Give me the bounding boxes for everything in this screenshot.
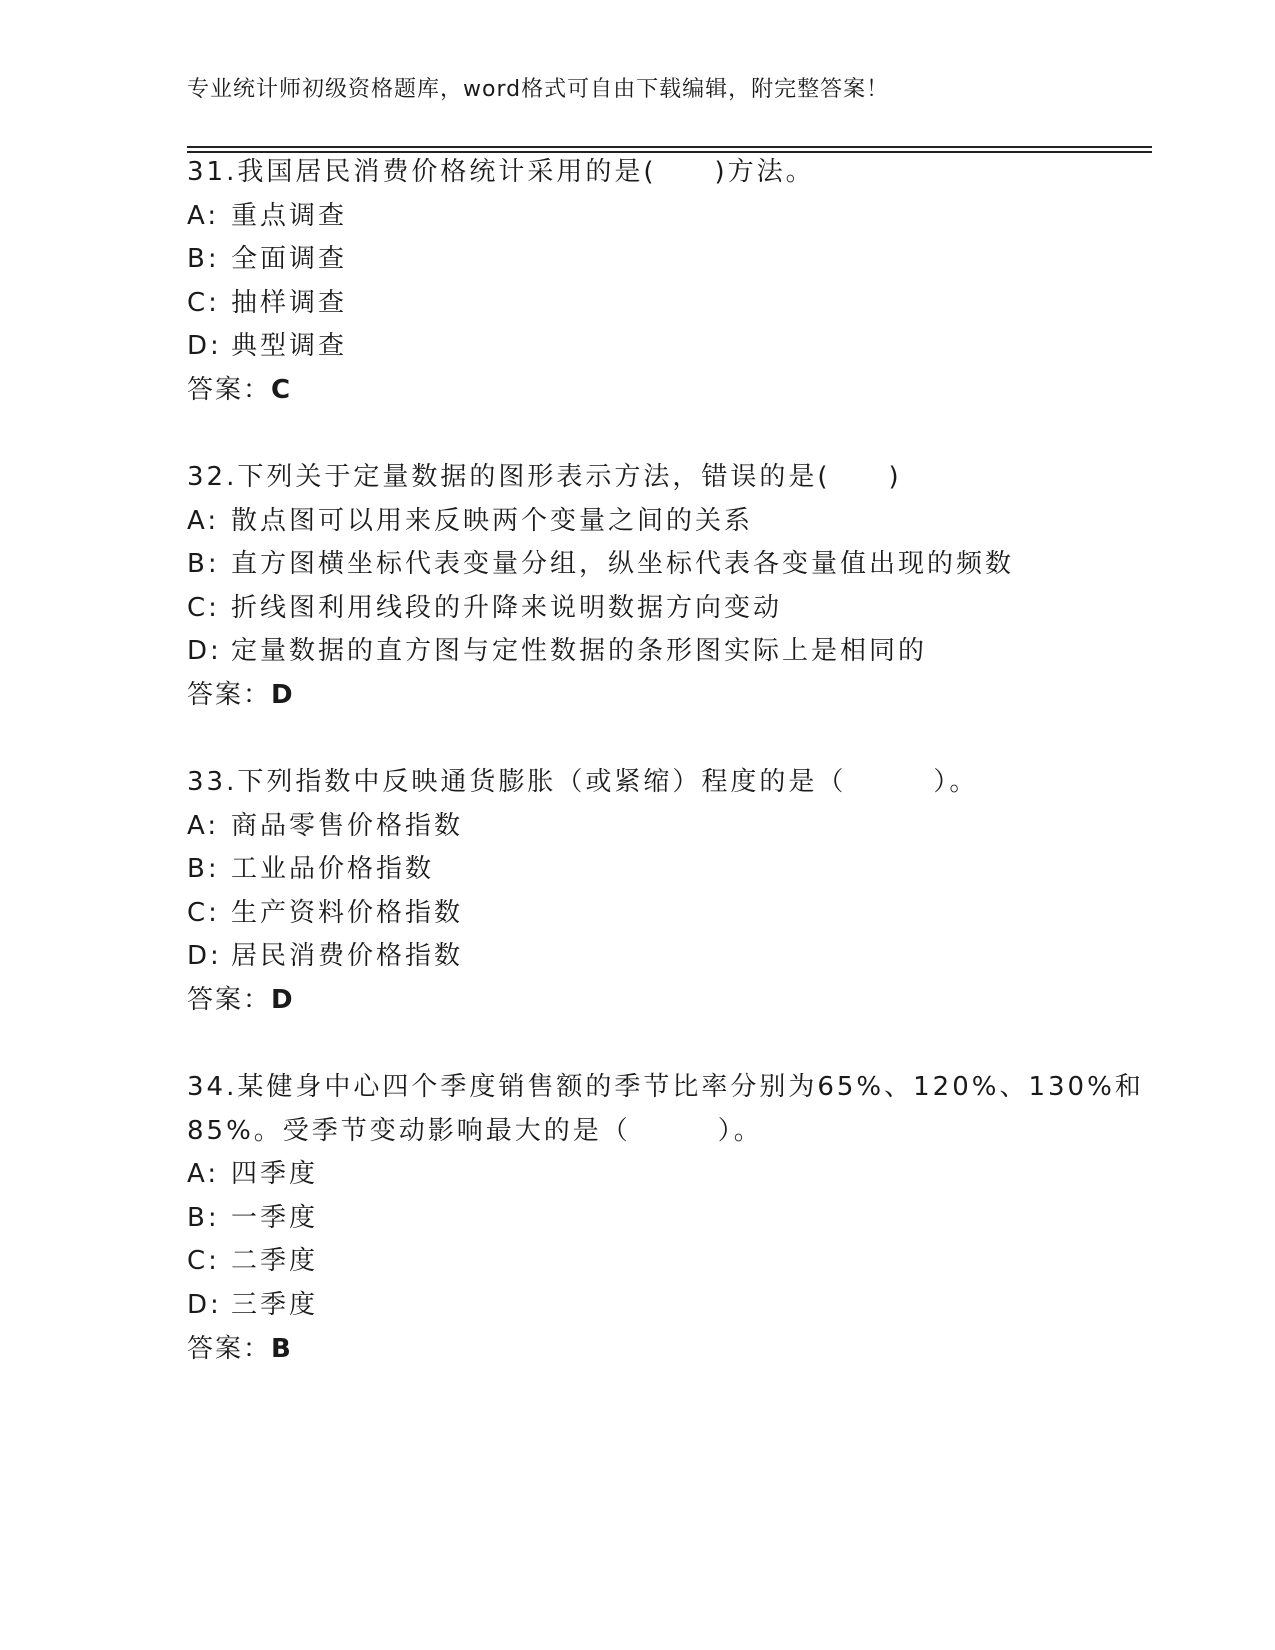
option-c bbox=[187, 897, 463, 929]
option-a bbox=[187, 200, 347, 232]
option-d bbox=[187, 1289, 318, 1321]
option-text: 工业品价格指数 bbox=[231, 854, 435, 884]
option-text: 商品零售价格指数 bbox=[231, 811, 464, 841]
option-letter: A: bbox=[187, 1159, 220, 1189]
answer-line bbox=[187, 374, 292, 406]
option-letter: B: bbox=[187, 244, 220, 274]
option-b bbox=[187, 853, 434, 885]
option-text: 折线图利用线段的升降来说明数据方向变动 bbox=[231, 593, 783, 623]
option-d bbox=[187, 635, 927, 667]
option-a bbox=[187, 1158, 318, 1190]
option-letter: B: bbox=[187, 1203, 220, 1233]
option-text: 居民消费价格指数 bbox=[231, 941, 464, 971]
question-text: 33.下列指数中反映通货膨胀（或紧缩）程度的是（ ）。 bbox=[187, 767, 979, 797]
answer-value: C bbox=[271, 375, 293, 405]
option-text: 直方图横坐标代表变量分组，纵坐标代表各变量值出现的频数 bbox=[231, 549, 1015, 579]
answer-label: 答案： bbox=[187, 1334, 272, 1364]
option-c bbox=[187, 1245, 318, 1277]
option-text: 三季度 bbox=[231, 1290, 319, 1320]
option-letter: D: bbox=[187, 1290, 222, 1320]
answer-label: 答案： bbox=[187, 680, 272, 710]
option-letter: C: bbox=[187, 898, 220, 928]
option-text: 散点图可以用来反映两个变量之间的关系 bbox=[231, 506, 754, 536]
option-letter: D: bbox=[187, 941, 222, 971]
answer-value: B bbox=[271, 1334, 293, 1364]
option-letter: C: bbox=[187, 288, 220, 318]
answer-label: 答案： bbox=[187, 985, 272, 1015]
option-letter: C: bbox=[187, 1246, 220, 1276]
answer-line bbox=[187, 984, 295, 1016]
answer-line bbox=[187, 679, 295, 711]
option-text: 四季度 bbox=[231, 1159, 319, 1189]
option-a bbox=[187, 810, 463, 842]
answer-value: D bbox=[271, 680, 295, 710]
option-letter: A: bbox=[187, 201, 220, 231]
answer-value: D bbox=[271, 985, 295, 1015]
question-text: 34.某健身中心四个季度销售额的季节比率分别为65%、120%、130%和 bbox=[187, 1072, 1144, 1102]
option-c bbox=[187, 287, 347, 319]
question-text: 31.我国居民消费价格统计采用的是( )方法。 bbox=[187, 157, 815, 187]
option-letter: B: bbox=[187, 549, 220, 579]
option-text: 全面调查 bbox=[231, 244, 348, 274]
header-rule-top bbox=[187, 146, 1152, 148]
option-b bbox=[187, 243, 347, 275]
option-text: 典型调查 bbox=[231, 331, 348, 361]
option-a bbox=[187, 505, 753, 537]
option-letter: A: bbox=[187, 506, 220, 536]
option-d bbox=[187, 330, 347, 362]
header-rule-bottom bbox=[187, 151, 1152, 153]
option-letter: A: bbox=[187, 811, 220, 841]
option-letter: D: bbox=[187, 636, 222, 666]
option-text: 生产资料价格指数 bbox=[231, 898, 464, 928]
question-text-continued: 85%。受季节变动影响最大的是（ ）。 bbox=[187, 1116, 763, 1146]
option-letter: D: bbox=[187, 331, 222, 361]
option-d bbox=[187, 940, 463, 972]
option-letter: C: bbox=[187, 593, 220, 623]
option-b bbox=[187, 548, 1014, 580]
option-c bbox=[187, 592, 782, 624]
option-text: 重点调查 bbox=[231, 201, 348, 231]
option-text: 一季度 bbox=[231, 1203, 319, 1233]
page-header: 专业统计师初级资格题库，word格式可自由下载编辑，附完整答案！ bbox=[187, 77, 890, 102]
question-text: 32.下列关于定量数据的图形表示方法，错误的是( ) bbox=[187, 462, 902, 492]
option-b bbox=[187, 1202, 318, 1234]
answer-label: 答案： bbox=[187, 375, 272, 405]
option-text: 二季度 bbox=[231, 1246, 319, 1276]
option-letter: B: bbox=[187, 854, 220, 884]
option-text: 抽样调查 bbox=[231, 288, 348, 318]
answer-line bbox=[187, 1333, 293, 1365]
option-text: 定量数据的直方图与定性数据的条形图实际上是相同的 bbox=[231, 636, 928, 666]
